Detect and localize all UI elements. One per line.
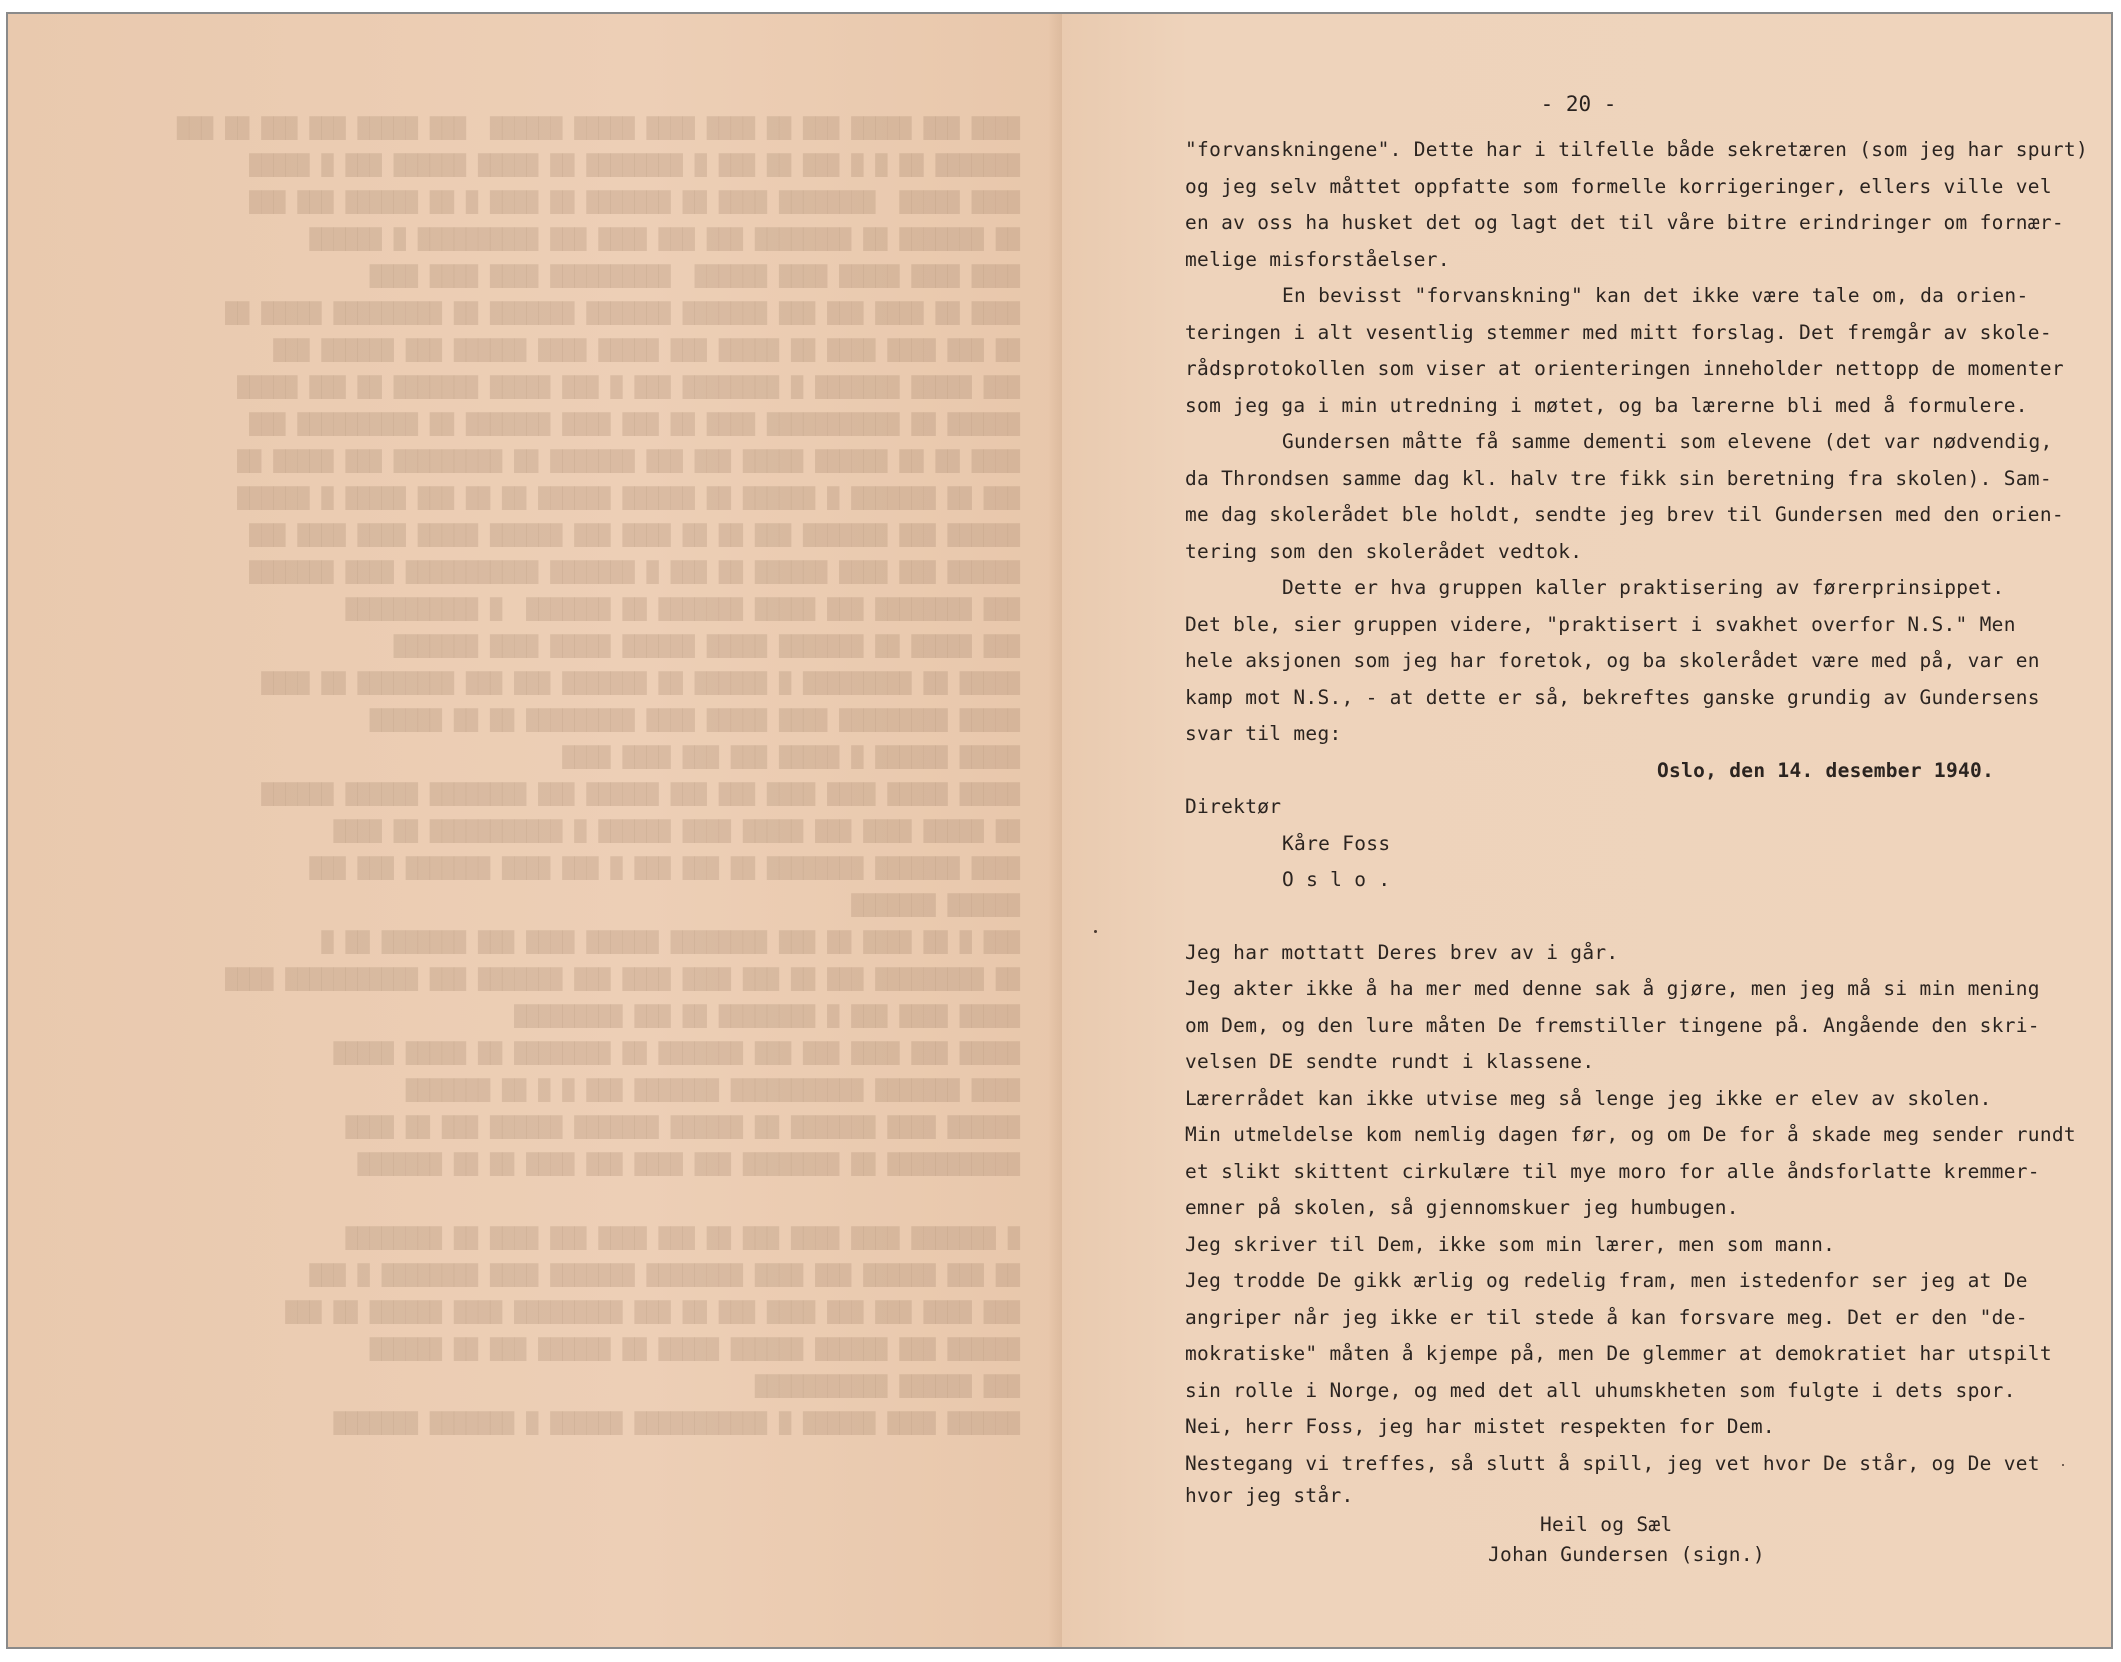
letter-closing: Heil og Sæl bbox=[1540, 1513, 1673, 1536]
letter-recipient-name: Kåre Foss bbox=[1282, 831, 1391, 855]
text-line: Jeg akter ikke å ha mer med denne sak å gjøre, men jeg må si min mening bbox=[1185, 977, 2040, 1000]
letter-date: Oslo, den 14. desember 1940. bbox=[1657, 758, 1995, 782]
text-line: Dette er hva gruppen kaller praktisering av førerprinsippet. bbox=[1282, 576, 2005, 599]
text-line: melige misforståelser. bbox=[1185, 247, 1450, 271]
text-line: emner på skolen, så gjennomskuer jeg humbugen. bbox=[1185, 1196, 1739, 1219]
text-line: Jeg trodde De gikk ærlig og redelig fram, men istedenfor ser jeg at De bbox=[1185, 1269, 2028, 1292]
text-line: Gundersen måtte få samme dementi som elevene (det var nødvendig, bbox=[1282, 430, 2053, 453]
text-line: sin rolle i Norge, og med det all uhumskheten som fulgte i dets spor. bbox=[1185, 1378, 2016, 1402]
text-line: En bevisst "forvanskning" kan det ikke være tale om, da orien- bbox=[1282, 284, 2029, 307]
text-line: Jeg har mottatt Deres brev av i går. bbox=[1185, 940, 1619, 964]
typed-text-body bbox=[1185, 132, 2088, 1570]
text-line: et slikt skittent cirkulære til mye moro for alle åndsforlatte kremmer- bbox=[1185, 1159, 2040, 1183]
page-number: - 20 - bbox=[1540, 92, 1617, 116]
text-line: da Throndsen samme dag kl. halv tre fikk sin beretning fra skolen). Sam- bbox=[1185, 466, 2052, 490]
text-line: teringen i alt vesentlig stemmer med mitt forslag. Det fremgår av skole- bbox=[1185, 320, 2052, 344]
letter-signature: Johan Gundersen (sign.) bbox=[1488, 1543, 1765, 1566]
text-line: om Dem, og den lure måten De fremstiller tingene på. Angående den skri- bbox=[1185, 1013, 2040, 1037]
text-line: Det ble, sier gruppen videre, "praktisert i svakhet overfor N.S." Men bbox=[1185, 612, 2016, 636]
text-line: angriper når jeg ikke er til stede å kan forsvare meg. Det er den "de- bbox=[1185, 1305, 2028, 1329]
text-line: velsen DE sendte rundt i klassene. bbox=[1185, 1050, 1595, 1073]
text-line: Lærerrådet kan ikke utvise meg så lenge jeg ikke er elev av skolen. bbox=[1185, 1086, 1992, 1110]
text-line: me dag skolerådet ble holdt, sendte jeg brev til Gundersen med den orien- bbox=[1185, 503, 2064, 526]
ink-speck bbox=[2062, 1464, 2064, 1466]
text-line: som jeg ga i min utredning i møtet, og ba lærerne bli med å formulere. bbox=[1185, 393, 2028, 417]
text-line: og jeg selv måttet oppfatte som formelle korrigeringer, ellers ville vel bbox=[1185, 174, 2052, 198]
text-line: en av oss ha husket det og lagt det til våre bitre erindringer om fornær- bbox=[1185, 211, 2064, 234]
letter-recipient-city: O s l o . bbox=[1282, 868, 1391, 891]
text-line: Nestegang vi treffes, så slutt å spill, jeg vet hvor De står, og De vet bbox=[1185, 1451, 2040, 1475]
text-line: Nei, herr Foss, jeg har mistet respekten for Dem. bbox=[1185, 1415, 1775, 1438]
text-line: Jeg skriver til Dem, ikke som min lærer, men som mann. bbox=[1185, 1232, 1836, 1256]
text-line: "forvanskningene". Dette har i tilfelle både sekretæren (som jeg har spurt) bbox=[1185, 138, 2088, 161]
text-line: svar til meg: bbox=[1185, 722, 1342, 745]
text-line: Min utmeldelse kom nemlig dagen før, og om De for å skade meg sender rundt bbox=[1185, 1123, 2076, 1146]
text-line: kamp mot N.S., - at dette er så, bekreftes ganske grundig av Gundersens bbox=[1185, 685, 2040, 709]
bleed-through-text: ████ ███ █████ ███ ██ ████ ████ █████ ██████ ███ █████ ███ ███ ██ ███ ███████ ██ █ █ ███ ██ ███ █ ████████ ██ █████ ██████ ███ █ █████ ████ █████ ████████ ████ ██ ███████ ██ ████ █ ██ ██████ ███ ███ ██ ███████ ██ ████████ ███ ███ ████ ███ ██████████ █ ██████ ████ ████ █████ ████ ██████ ██████████ ████ ████ ████ ████ ██ ████ ███ ███ ███████ ███████ ███████ ██ █████████ █████ ██ ██ ███ ████ ████ ██ █████ ███ █████ ████ ██████ ███ ██████ ███ ███ █████ ███████ █ ████████ ███ █ ███ █████ ███████ ██ ███ █████ ██████ ██ ███████████ ████ ██ ███ ████ ███████ ██ ██████████ ███ ████ ██ ██ ██████ █████ ███ ███ ███████ ██ █████████ ███ █████ ██ ███ ██ ███████ █ ██████ ██ ██████ ██████ ██ ██ ███ █████ █ ██████ ██████ ███ ███████ ███ ██ ██ ████ ███ ██████ █████ ████ ████ ███ ██████ ███ ████ ██████ ██ ███ █ ███████ ███████████ ████ ███████ ███ ████████ ███ █████ ███████ ██ ███████ █ ███████████ ███ █████ ██ ███████ █████ ██████ █████ ████ ███████ █████ ██ █████████ █ ██████ ██ ███████ ███ ███ ████████ ██ ████ █████ █████████ ████ █████ ████ █████████ ██ ██ ██████ █████ ██████ █ █████ ███ ███ ████ ████ █████ █████ ████ ████ ███ ███ ██████ ███ ████████ ██████ ██████ ██ █████ ████ ███ █████ ████ ██████ █ ███████████ ██ ████ ████ ███████ ████████ ██ ███ ███ █ ███ ████ ███████ ███ ███ ██████ ███████ ███ █ ██ ████ ██ ███ ████████ ██████ ████ ███ ███████ ██ █ ██ █████████ ███ ██ ███ ████ ████ ███ ███████ ███ ███████████ ████ █████ ████ ███ █ ████████ ██ ███ █████████ █████ ███ ████ ███ ███ ███████ ██ ████████ ██ █████ █████ ████ ███████ ███████████ ███████ ███ █ █ ██ ███████ ██████ ████ ███████ ██ ██████ ███████ ██████ ███ ██ ████ ███████████ ██ ████████ ███ ████ ███ ████ ██ ██ ███████ █ ███████ ████ ████ ███ ██ ███ ████ ███ ████ ██ ████████ ██ ███ ██████ ███ ████ ████████ ███████ ████ ████████ █ ███ ███ ████ ███ ███ ████ ███ ██ ███ █████████ ████ ██████ ██ ███ ██████ ███ ██████ ██████ █████ ██ ██████ ███ ██ ██████ ███ ██████ ███████████ ██████ ████ ██████ █ ███████████ ██████ █ ███████ ███████ bbox=[177, 116, 1020, 1435]
document-frame bbox=[6, 12, 2113, 1649]
text-line: tering som den skolerådet vedtok. bbox=[1185, 539, 1583, 563]
text-line: mokratiske" måten å kjempe på, men De glemmer at demokratiet har utspilt bbox=[1185, 1342, 2052, 1365]
ink-speck bbox=[1094, 930, 1097, 933]
text-line: rådsprotokollen som viser at orienteringen inneholder nettopp de momenter bbox=[1185, 357, 2064, 380]
text-line: hele aksjonen som jeg har foretok, og ba skolerådet være med på, var en bbox=[1185, 649, 2040, 672]
text-line: hvor jeg står. bbox=[1185, 1484, 1354, 1507]
letter-recipient-title: Direktør bbox=[1185, 795, 1282, 818]
left-page bbox=[8, 14, 1062, 1647]
right-page bbox=[1062, 14, 2113, 1647]
